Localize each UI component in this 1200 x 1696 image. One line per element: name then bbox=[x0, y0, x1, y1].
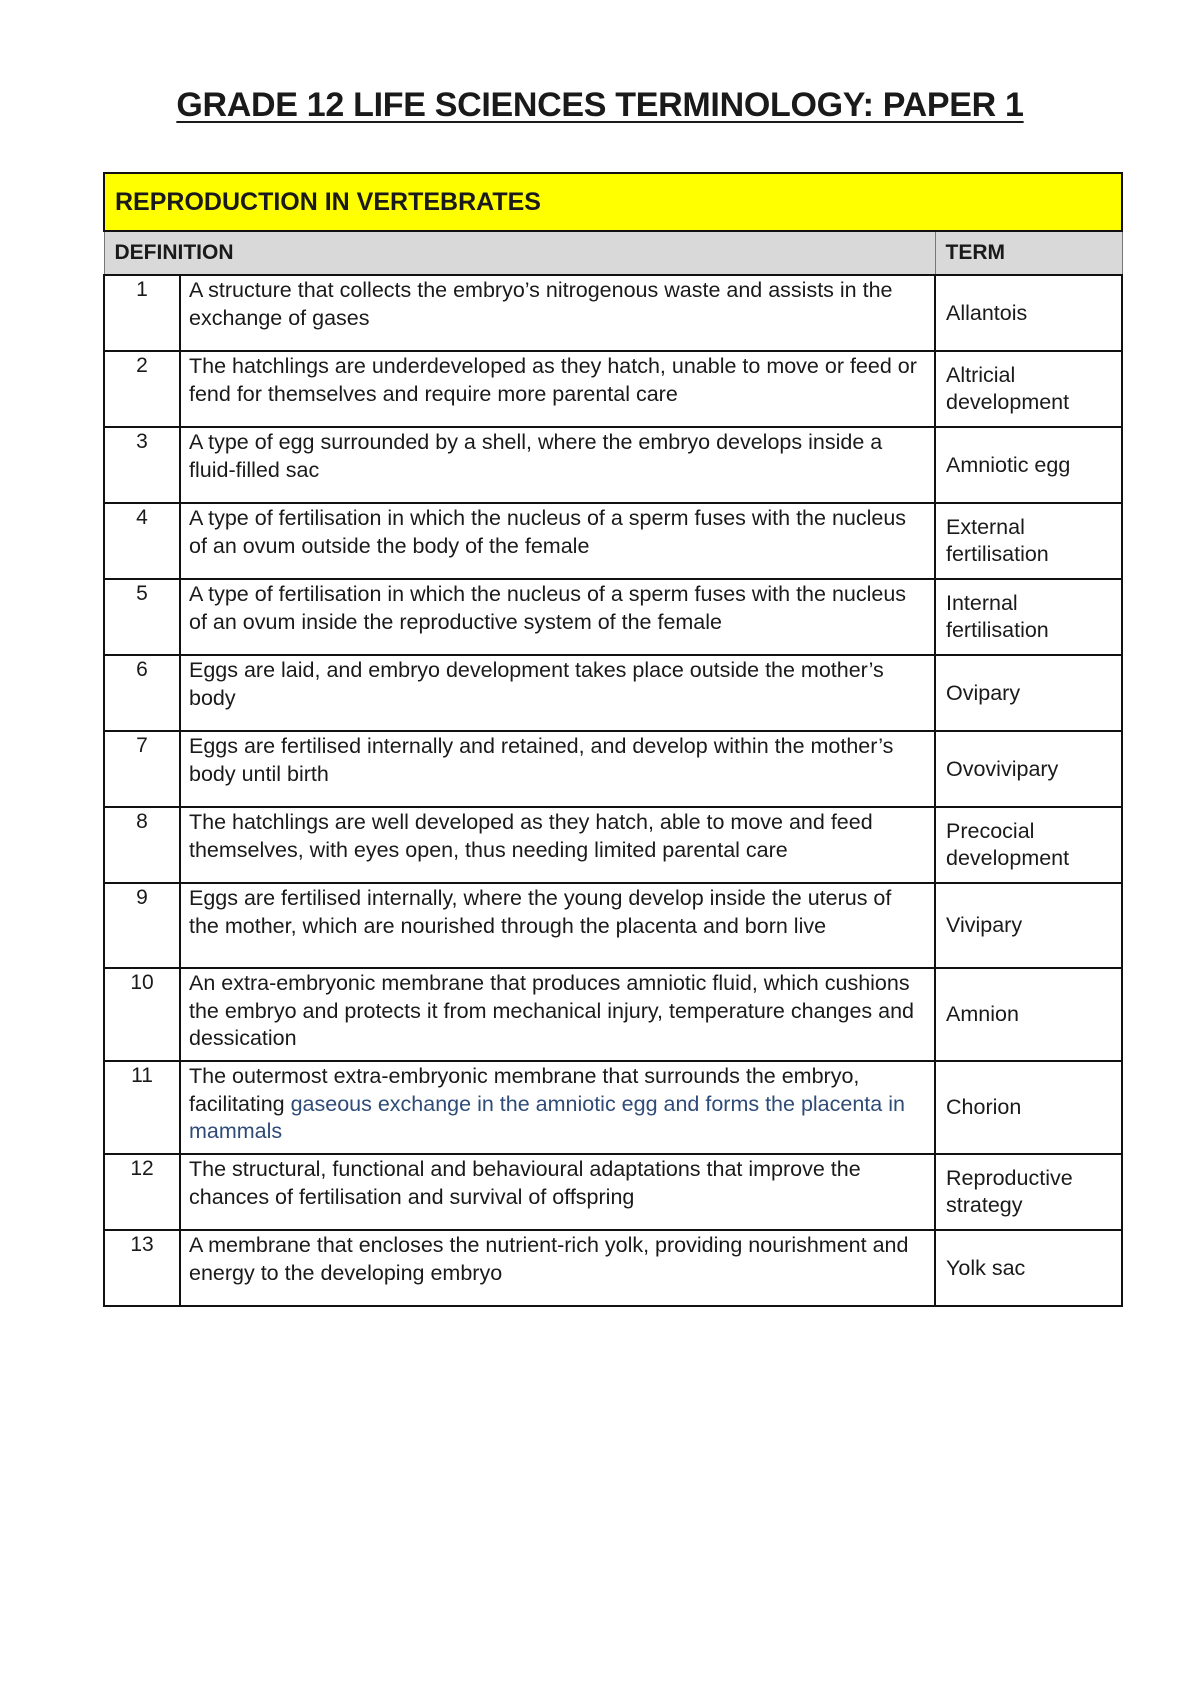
table-row bbox=[104, 1061, 1122, 1154]
definition-text: Eggs are fertilised internally, where the young develop inside the uterus of the mother, which are nourished through the placenta and born live bbox=[189, 886, 892, 938]
term-cell: Precocial development bbox=[935, 807, 1122, 883]
term-column-header: TERM bbox=[935, 231, 1122, 275]
definition-cell bbox=[180, 1061, 935, 1154]
term-cell: Chorion bbox=[935, 1061, 1122, 1154]
table-row bbox=[104, 579, 1122, 655]
row-number: 10 bbox=[104, 968, 180, 1061]
definition-text: The hatchlings are underdeveloped as they hatch, unable to move or feed or fend for themselves and require more parental care bbox=[189, 354, 917, 406]
definition-text: Eggs are fertilised internally and retained, and develop within the mother’s body until birth bbox=[189, 734, 894, 786]
term-cell: Yolk sac bbox=[935, 1230, 1122, 1306]
row-number: 6 bbox=[104, 655, 180, 731]
definition-cell bbox=[180, 807, 935, 883]
table-row bbox=[104, 275, 1122, 351]
section-header-row bbox=[104, 173, 1122, 231]
table-row bbox=[104, 427, 1122, 503]
definition-text: The outermost extra-embryonic membrane that surrounds the embryo, facilitating bbox=[189, 1064, 860, 1116]
definition-text: A type of egg surrounded by a shell, where the embryo develops inside a fluid-filled sac bbox=[189, 430, 883, 482]
term-cell: Amnion bbox=[935, 968, 1122, 1061]
definition-cell bbox=[180, 883, 935, 968]
definition-cell bbox=[180, 968, 935, 1061]
term-cell: Internal fertilisation bbox=[935, 579, 1122, 655]
definition-column-header: DEFINITION bbox=[104, 231, 935, 275]
definition-cell bbox=[180, 427, 935, 503]
term-cell: External fertilisation bbox=[935, 503, 1122, 579]
definition-text: The hatchlings are well developed as they hatch, able to move and feed themselves, with eyes open, thus needing limited parental care bbox=[189, 810, 873, 862]
terminology-table bbox=[103, 172, 1123, 1307]
definition-text: A type of fertilisation in which the nucleus of a sperm fuses with the nucleus of an ovum inside the reproductive system of the female bbox=[189, 582, 907, 634]
term-cell: Vivipary bbox=[935, 883, 1122, 968]
term-cell: Allantois bbox=[935, 275, 1122, 351]
definition-text: A structure that collects the embryo’s nitrogenous waste and assists in the exchange of gases bbox=[189, 278, 893, 330]
definition-cell bbox=[180, 1154, 935, 1230]
row-number: 12 bbox=[104, 1154, 180, 1230]
column-header-row bbox=[104, 231, 1122, 275]
term-cell: Ovipary bbox=[935, 655, 1122, 731]
row-number: 9 bbox=[104, 883, 180, 968]
row-number: 4 bbox=[104, 503, 180, 579]
term-cell: Altricial development bbox=[935, 351, 1122, 427]
term-cell: Reproductive strategy bbox=[935, 1154, 1122, 1230]
row-number: 7 bbox=[104, 731, 180, 807]
page-title: GRADE 12 LIFE SCIENCES TERMINOLOGY: PAPER 1 bbox=[176, 86, 1024, 124]
row-number: 2 bbox=[104, 351, 180, 427]
table-row bbox=[104, 807, 1122, 883]
table-row bbox=[104, 1230, 1122, 1306]
table-row bbox=[104, 351, 1122, 427]
term-cell: Ovovivipary bbox=[935, 731, 1122, 807]
definition-cell bbox=[180, 655, 935, 731]
table-row bbox=[104, 655, 1122, 731]
table-row bbox=[104, 731, 1122, 807]
definition-text: A type of fertilisation in which the nucleus of a sperm fuses with the nucleus of an ovum outside the body of the female bbox=[189, 506, 907, 558]
table-row bbox=[104, 1154, 1122, 1230]
table-row bbox=[104, 503, 1122, 579]
row-number: 11 bbox=[104, 1061, 180, 1154]
row-number: 8 bbox=[104, 807, 180, 883]
section-title: REPRODUCTION IN VERTEBRATES bbox=[104, 173, 1122, 231]
table-body bbox=[104, 173, 1122, 1306]
term-cell: Amniotic egg bbox=[935, 427, 1122, 503]
definition-cell bbox=[180, 731, 935, 807]
table-row bbox=[104, 968, 1122, 1061]
definition-text: Eggs are laid, and embryo development takes place outside the mother’s body bbox=[189, 658, 884, 710]
definition-text: A membrane that encloses the nutrient-rich yolk, providing nourishment and energy to the developing embryo bbox=[189, 1233, 909, 1285]
definition-cell bbox=[180, 1230, 935, 1306]
definition-text: The structural, functional and behavioural adaptations that improve the chances of fertilisation and survival of offspring bbox=[189, 1157, 861, 1209]
definition-cell bbox=[180, 579, 935, 655]
row-number: 3 bbox=[104, 427, 180, 503]
definition-cell bbox=[180, 503, 935, 579]
definition-highlight-text: gaseous exchange in the amniotic egg and forms the placenta in mammals bbox=[189, 1091, 905, 1143]
row-number: 13 bbox=[104, 1230, 180, 1306]
row-number: 5 bbox=[104, 579, 180, 655]
definition-cell bbox=[180, 351, 935, 427]
definition-cell bbox=[180, 275, 935, 351]
row-number: 1 bbox=[104, 275, 180, 351]
definition-text: An extra-embryonic membrane that produces amniotic fluid, which cushions the embryo and protects it from mechanical injury, temperature changes and dessication bbox=[189, 971, 914, 1050]
table-row bbox=[104, 883, 1122, 968]
